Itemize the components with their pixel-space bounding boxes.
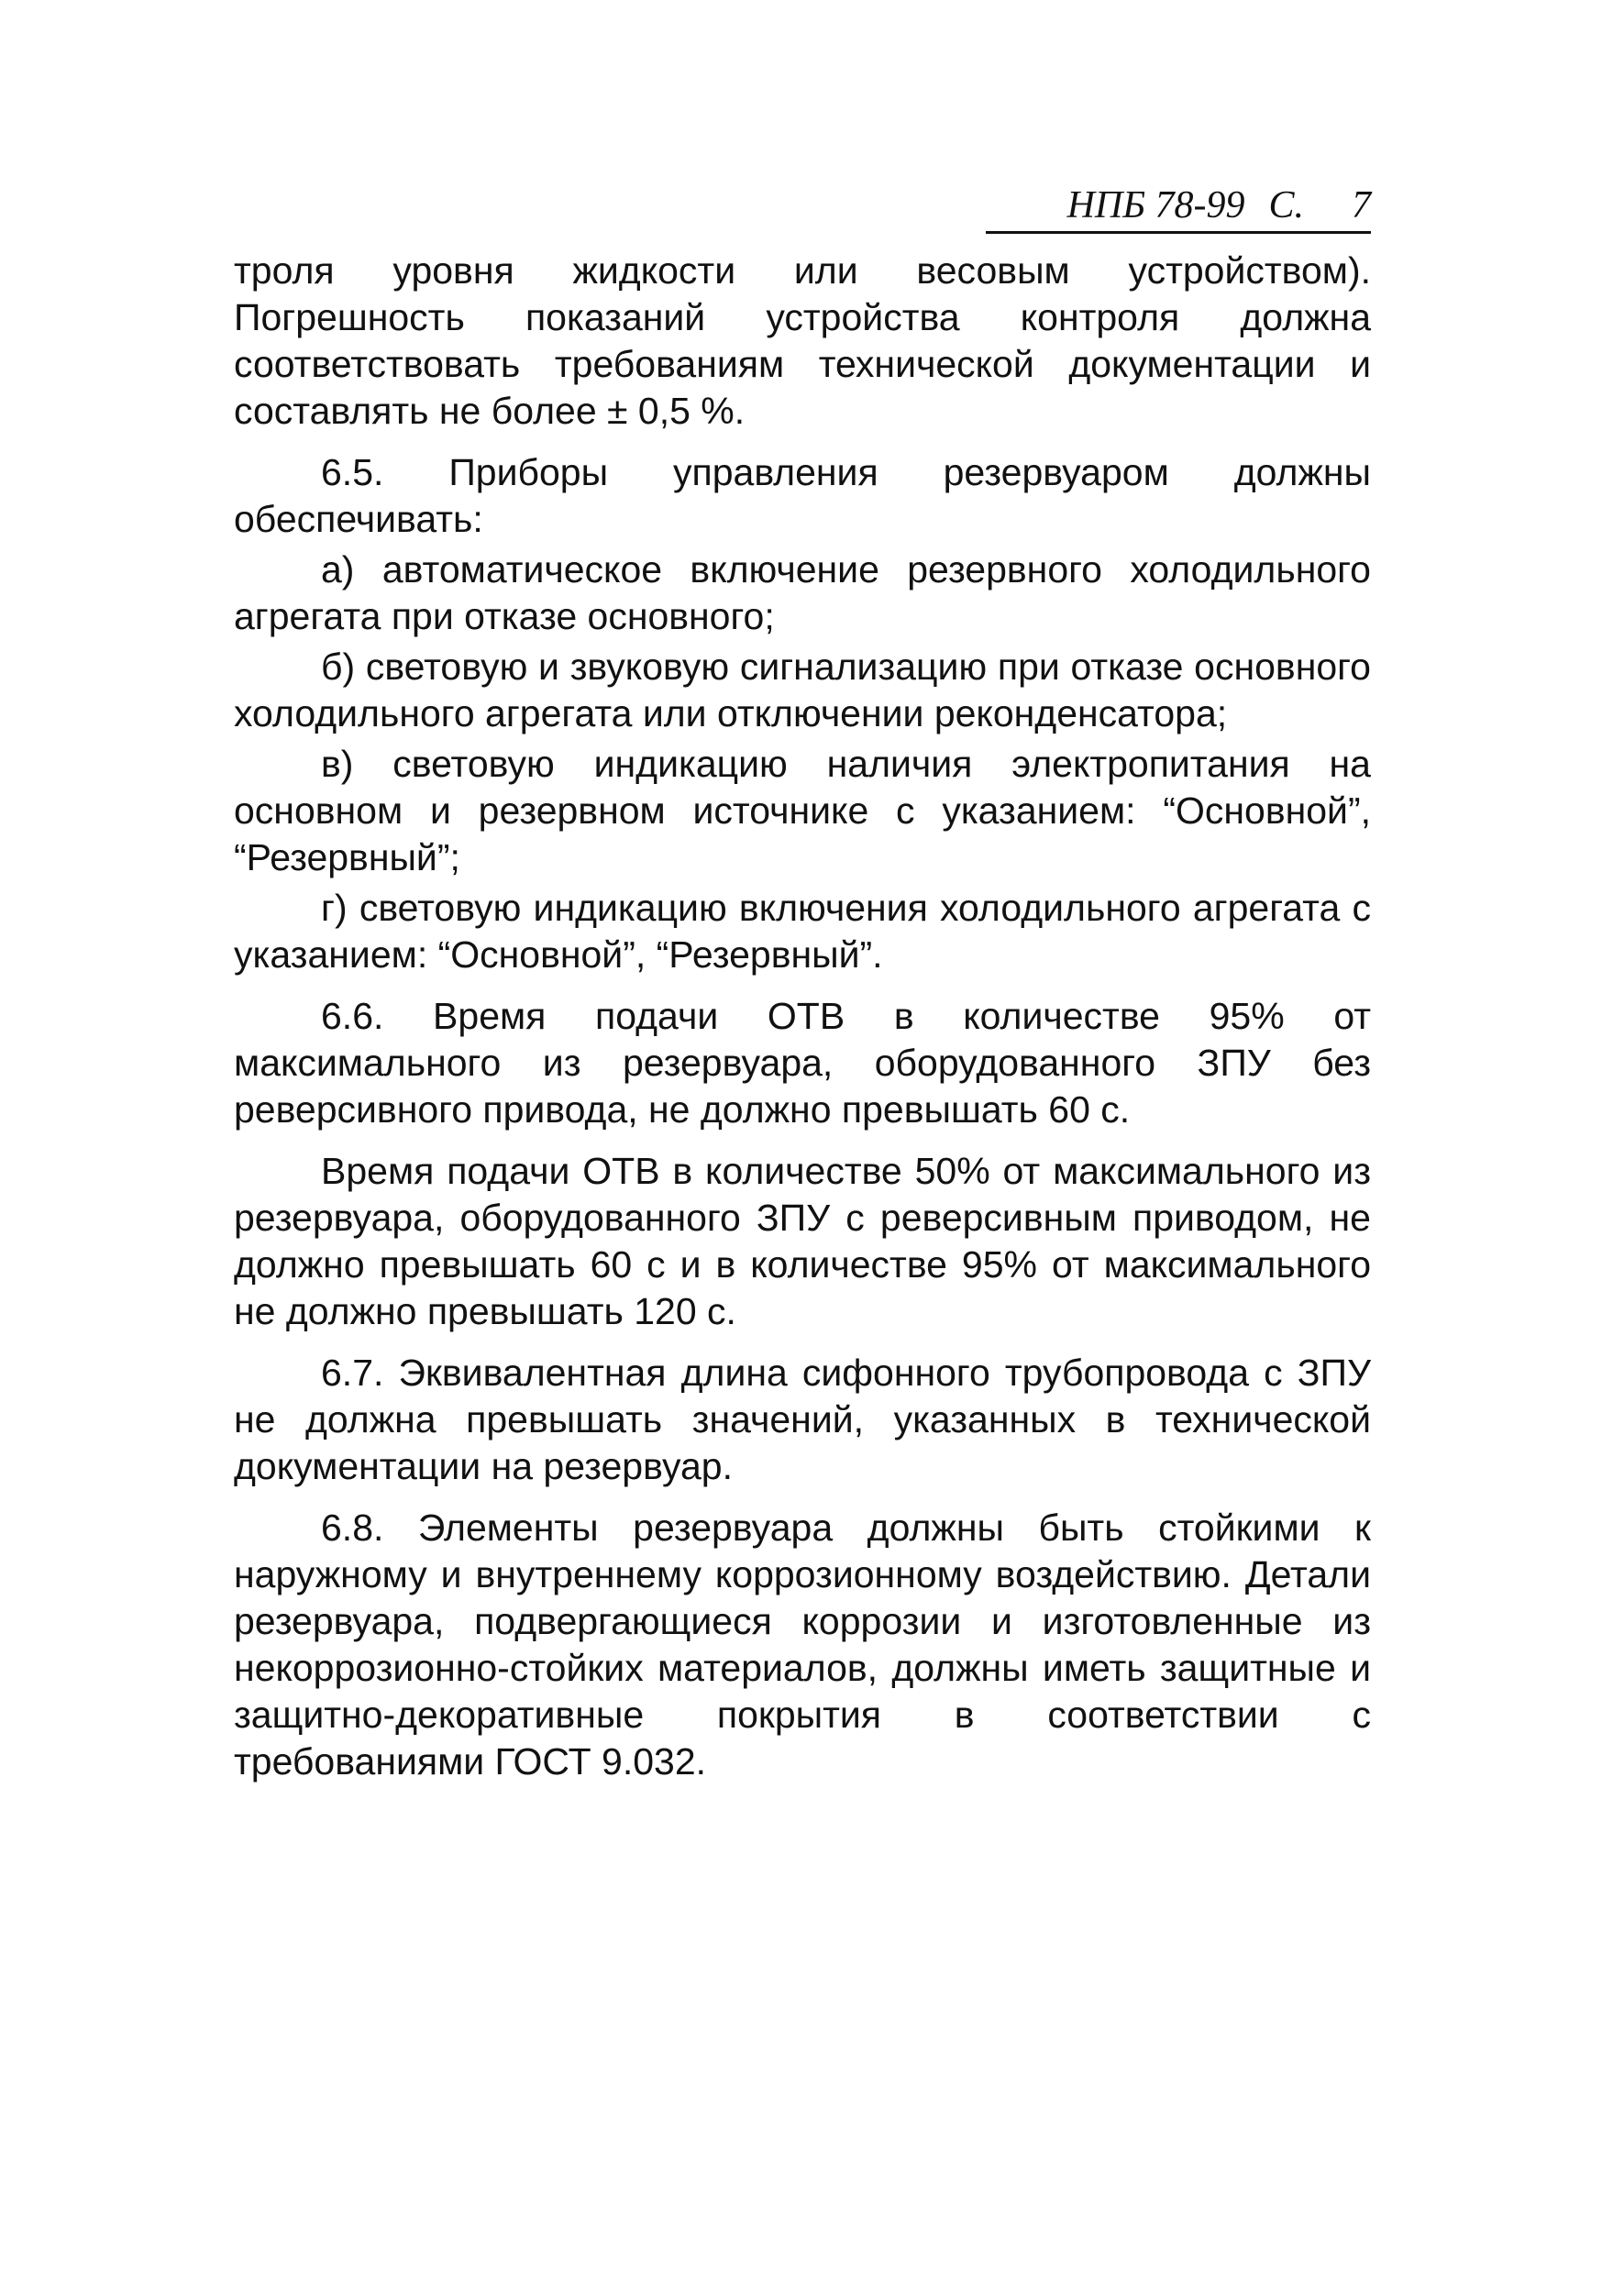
paragraph-6-7: 6.7. Эквивалентная длина сифонного трубопровода с ЗПУ не должна превышать значений, указанных в технической документации на резервуар. — [234, 1352, 1371, 1487]
document-body — [234, 248, 1371, 1785]
list-item-g: г) световую индикацию включения холодильного агрегата с указанием: “Основной”, “Резервный”. — [234, 887, 1371, 976]
page-header — [986, 183, 1371, 234]
list-item-b: б) световую и звуковую сигнализацию при отказе основного холодильного агрегата или отключении реконденсатора; — [234, 646, 1371, 734]
paragraph-continuation: троля уровня жидкости или весовым устройством). Погрешность показаний устройства контроля должна соответствовать требованиям технической документации и составлять не более ± 0,5 %. — [234, 249, 1371, 432]
page-label: С. — [1268, 184, 1304, 226]
list-item-a: а) автоматическое включение резервного холодильного агрегата при отказе основного; — [234, 548, 1371, 637]
document-code: НПБ 78-99 — [1066, 184, 1245, 226]
paragraph-6-8: 6.8. Элементы резервуара должны быть стойкими к наружному и внутреннему коррозионному воздействию. Детали резервуара, подвергающиеся коррозии и изготовленные из некоррозионно-стойких материалов, должны иметь защитные и защитно-декоративные покрытия в соответствии с требованиями ГОСТ 9.032. — [234, 1507, 1371, 1783]
paragraph-6-5: 6.5. Приборы управления резервуаром должны обеспечивать: — [234, 451, 1371, 540]
list-item-v: в) световую индикацию наличия электропитания на основном и резервном источнике с указанием: “Основной”, “Резервный”; — [234, 743, 1371, 878]
paragraph-6-6-cont: Время подачи ОТВ в количестве 50% от максимального из резервуара, оборудованного ЗПУ с реверсивным приводом, не должно превышать 60 с и в количестве 95% от максимального не должно превышать 120 с. — [234, 1150, 1371, 1332]
paragraph-6-6: 6.6. Время подачи ОТВ в количестве 95% от максимального из резервуара, оборудованного ЗПУ без реверсивного привода, не должно превышать 60 с. — [234, 995, 1371, 1131]
page-number: 7 — [1352, 184, 1371, 226]
